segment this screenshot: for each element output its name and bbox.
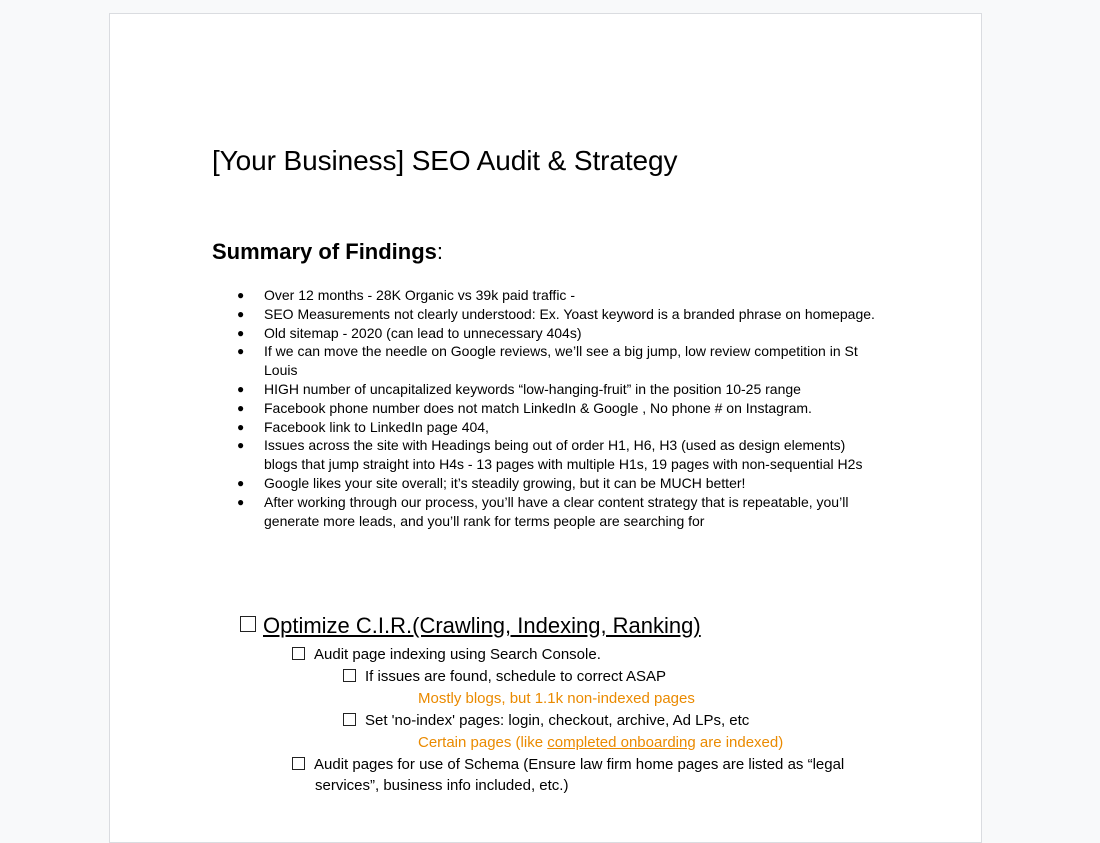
- checklist-item-label: If issues are found, schedule to correct ASAP: [365, 668, 666, 685]
- finding-text: Issues across the site with Headings being out of order H1, H6, H3 (used as design elements) blogs that jump straight into H4s - 13 pages with multiple H1s, 19 pages with non-sequential H2s: [264, 437, 863, 473]
- checkbox[interactable]: [343, 713, 356, 726]
- list-item: [237, 305, 877, 324]
- note-noindex: [418, 732, 783, 753]
- list-item: [237, 286, 877, 305]
- note-noindex-prefix: Certain pages (like: [418, 734, 548, 751]
- list-item: [237, 436, 877, 474]
- note-issues: Mostly blogs, but 1.1k non-indexed pages: [418, 690, 695, 707]
- checkbox[interactable]: [292, 647, 305, 660]
- document-page: [109, 13, 982, 843]
- checklist-item-label: Audit page indexing using Search Console.: [314, 646, 601, 663]
- document-title: [Your Business] SEO Audit & Strategy: [212, 145, 678, 176]
- bullet-icon: ●: [237, 306, 245, 321]
- finding-text: Google likes your site overall; it’s steadily growing, but it can be MUCH better!: [264, 474, 746, 491]
- list-item: [237, 399, 877, 418]
- finding-text: After working through our process, you’ll have a clear content strategy that is repeatable, you’ll generate more leads, and you’ll rank for terms people are searching for: [264, 493, 849, 529]
- finding-text: HIGH number of uncapitalized keywords “low-hanging-fruit” in the position 10-25 range: [264, 380, 801, 397]
- finding-text: Facebook phone number does not match LinkedIn & Google , No phone # on Instagram.: [264, 399, 812, 416]
- bullet-icon: ●: [237, 475, 245, 490]
- checkbox[interactable]: [240, 616, 256, 632]
- finding-text: Over 12 months - 28K Organic vs 39k paid traffic -: [264, 287, 575, 303]
- list-item: [237, 493, 877, 531]
- note-noindex-suffix: are indexed): [695, 734, 784, 751]
- checklist-item-indexing: [292, 644, 601, 665]
- checklist-item-schema-continued: services”, business info included, etc.): [315, 777, 569, 794]
- finding-text: Facebook link to LinkedIn page 404,: [264, 418, 489, 435]
- list-item: [237, 342, 877, 380]
- list-item: [237, 418, 877, 437]
- summary-heading-colon: :: [436, 239, 444, 264]
- bullet-icon: ●: [237, 381, 245, 396]
- checkbox[interactable]: [343, 669, 356, 682]
- checklist-item-issues: [343, 666, 666, 687]
- bullet-icon: ●: [237, 419, 245, 434]
- finding-text: If we can move the needle on Google reviews, we’ll see a big jump, low review competition in St Louis: [264, 343, 858, 379]
- list-item: [237, 474, 877, 493]
- bullet-icon: ●: [237, 325, 245, 340]
- completed-onboarding-link[interactable]: completed onboarding: [547, 734, 696, 751]
- checklist-optimize-cir: [240, 613, 701, 639]
- bullet-icon: ●: [237, 494, 245, 509]
- finding-text: Old sitemap - 2020 (can lead to unnecessary 404s): [264, 324, 582, 341]
- summary-heading-text: Summary of Findings: [212, 239, 437, 264]
- findings-list: [237, 286, 877, 530]
- checklist-item-label: Audit pages for use of Schema (Ensure law firm home pages are listed as “legal: [314, 756, 845, 773]
- checklist-item-schema: [292, 754, 844, 775]
- summary-heading: [212, 239, 443, 265]
- checklist-item-label: Set 'no-index' pages: login, checkout, archive, Ad LPs, etc: [365, 712, 750, 729]
- bullet-icon: ●: [237, 438, 245, 453]
- bullet-icon: ●: [237, 344, 245, 359]
- bullet-icon: ●: [237, 400, 245, 415]
- finding-text: SEO Measurements not clearly understood: Ex. Yoast keyword is a branded phrase on homepage.: [264, 305, 875, 322]
- list-item: [237, 324, 877, 343]
- bullet-icon: ●: [237, 288, 245, 302]
- list-item: [237, 380, 877, 399]
- checklist-main-label: Optimize C.I.R.(Crawling, Indexing, Ranking): [263, 613, 701, 638]
- checklist-item-noindex: [343, 710, 749, 731]
- checkbox[interactable]: [292, 757, 305, 770]
